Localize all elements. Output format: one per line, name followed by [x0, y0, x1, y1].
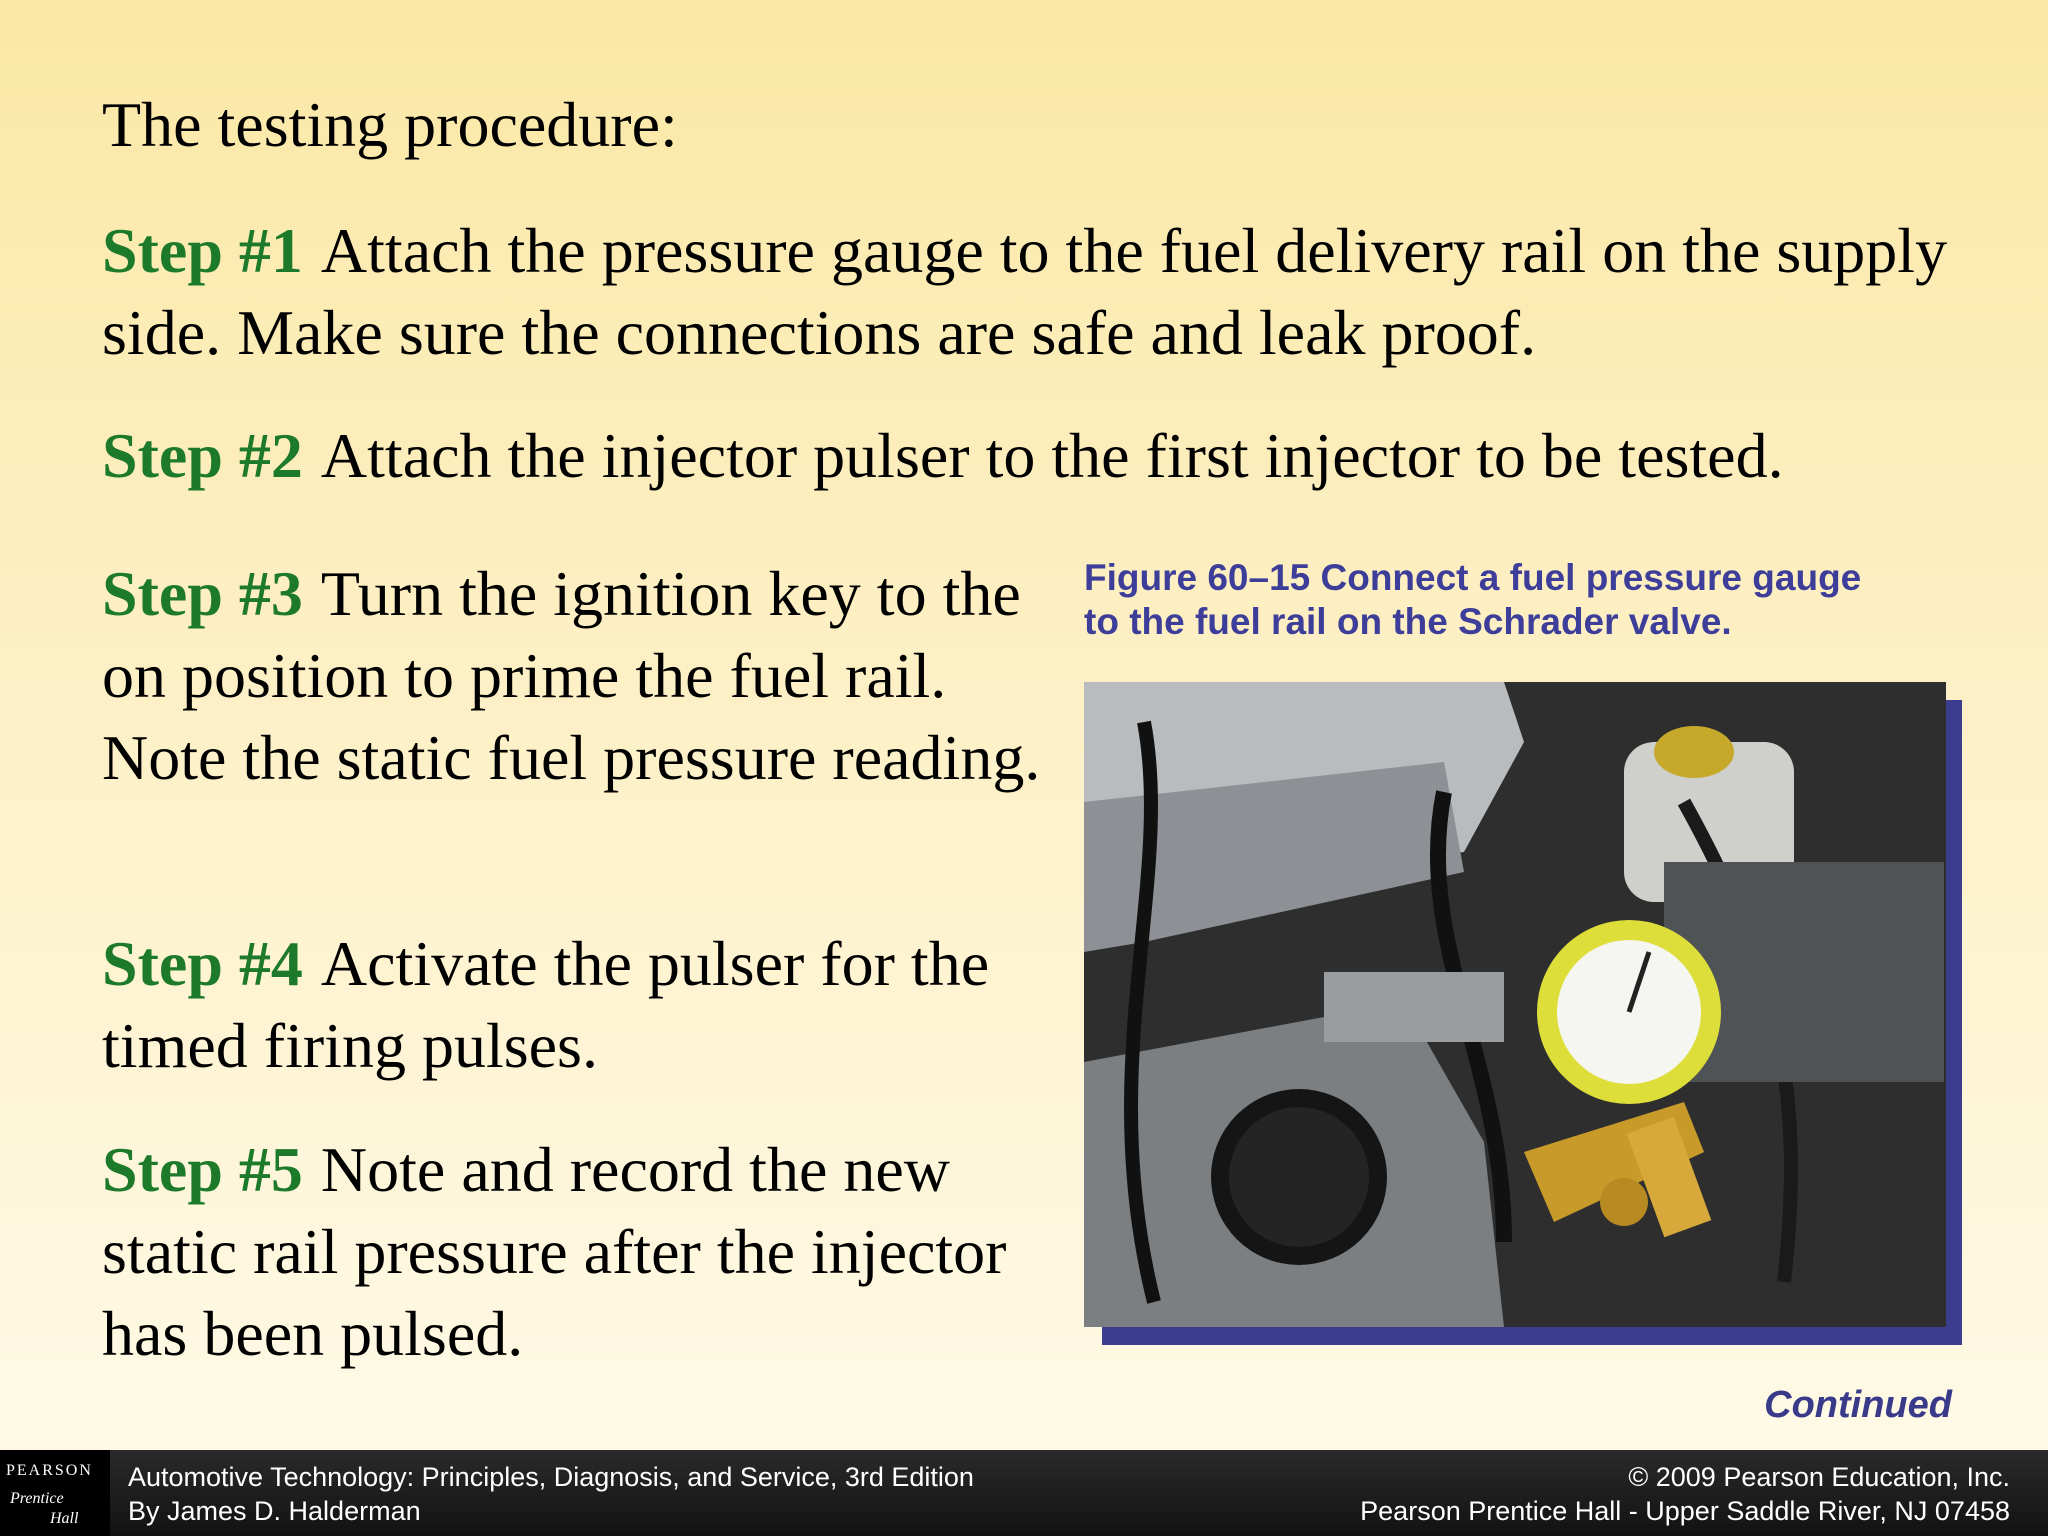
footer-author: By James D. Halderman	[128, 1496, 421, 1526]
engine-bay-illustration	[1084, 682, 1946, 1327]
logo-imprint-line-2: Hall	[50, 1510, 79, 1527]
step-3-label: Step #3	[102, 558, 303, 629]
step-3-text: Turn the ignition key to the on position to prime the fuel rail. Note the static fuel pressure reading.	[102, 558, 1041, 793]
continued-label: Continued	[1764, 1384, 1952, 1426]
step-5	[102, 1129, 1042, 1375]
figure-caption	[1084, 556, 1984, 644]
step-5-text: Note and record the new static rail pressure after the injector has been pulsed.	[102, 1134, 1007, 1369]
step-1-label: Step #1	[102, 215, 303, 286]
step-4-label: Step #4	[102, 928, 303, 999]
step-3	[102, 553, 1042, 799]
step-4-text: Activate the pulser for the timed firing pulses.	[102, 928, 990, 1081]
step-1	[102, 210, 1962, 374]
reservoir-cap	[1654, 726, 1734, 778]
valve-knob	[1600, 1178, 1648, 1226]
oil-cap-face	[1229, 1107, 1369, 1247]
fuel-pressure-gauge-photo	[1084, 682, 1946, 1327]
footer-copyright: © 2009 Pearson Education, Inc.	[1628, 1462, 2010, 1492]
pearson-prentice-hall-logo	[0, 1450, 110, 1536]
footer-book-title: Automotive Technology: Principles, Diagnosis, and Service, 3rd Edition	[128, 1462, 974, 1492]
sensor-bracket	[1324, 972, 1504, 1042]
footer-bar	[0, 1450, 2048, 1536]
step-5-label: Step #5	[102, 1134, 303, 1205]
step-4	[102, 923, 1042, 1087]
slide-heading: The testing procedure:	[102, 89, 678, 160]
footer-address: Pearson Prentice Hall - Upper Saddle River, NJ 07458	[1360, 1496, 2010, 1526]
figure-caption-line-2: to the fuel rail on the Schrader valve.	[1084, 601, 1732, 642]
logo-publisher: PEARSON	[6, 1462, 93, 1479]
step-1-text: Attach the pressure gauge to the fuel delivery rail on the supply side. Make sure the connections are safe and leak proof.	[102, 215, 1948, 368]
figure-caption-line-1: Figure 60–15 Connect a fuel pressure gauge	[1084, 557, 1862, 598]
step-2-label: Step #2	[102, 420, 303, 491]
step-2-text: Attach the injector pulser to the first injector to be tested.	[320, 420, 1784, 491]
logo-imprint-line-1: Prentice	[10, 1490, 64, 1507]
step-2	[102, 415, 2002, 497]
